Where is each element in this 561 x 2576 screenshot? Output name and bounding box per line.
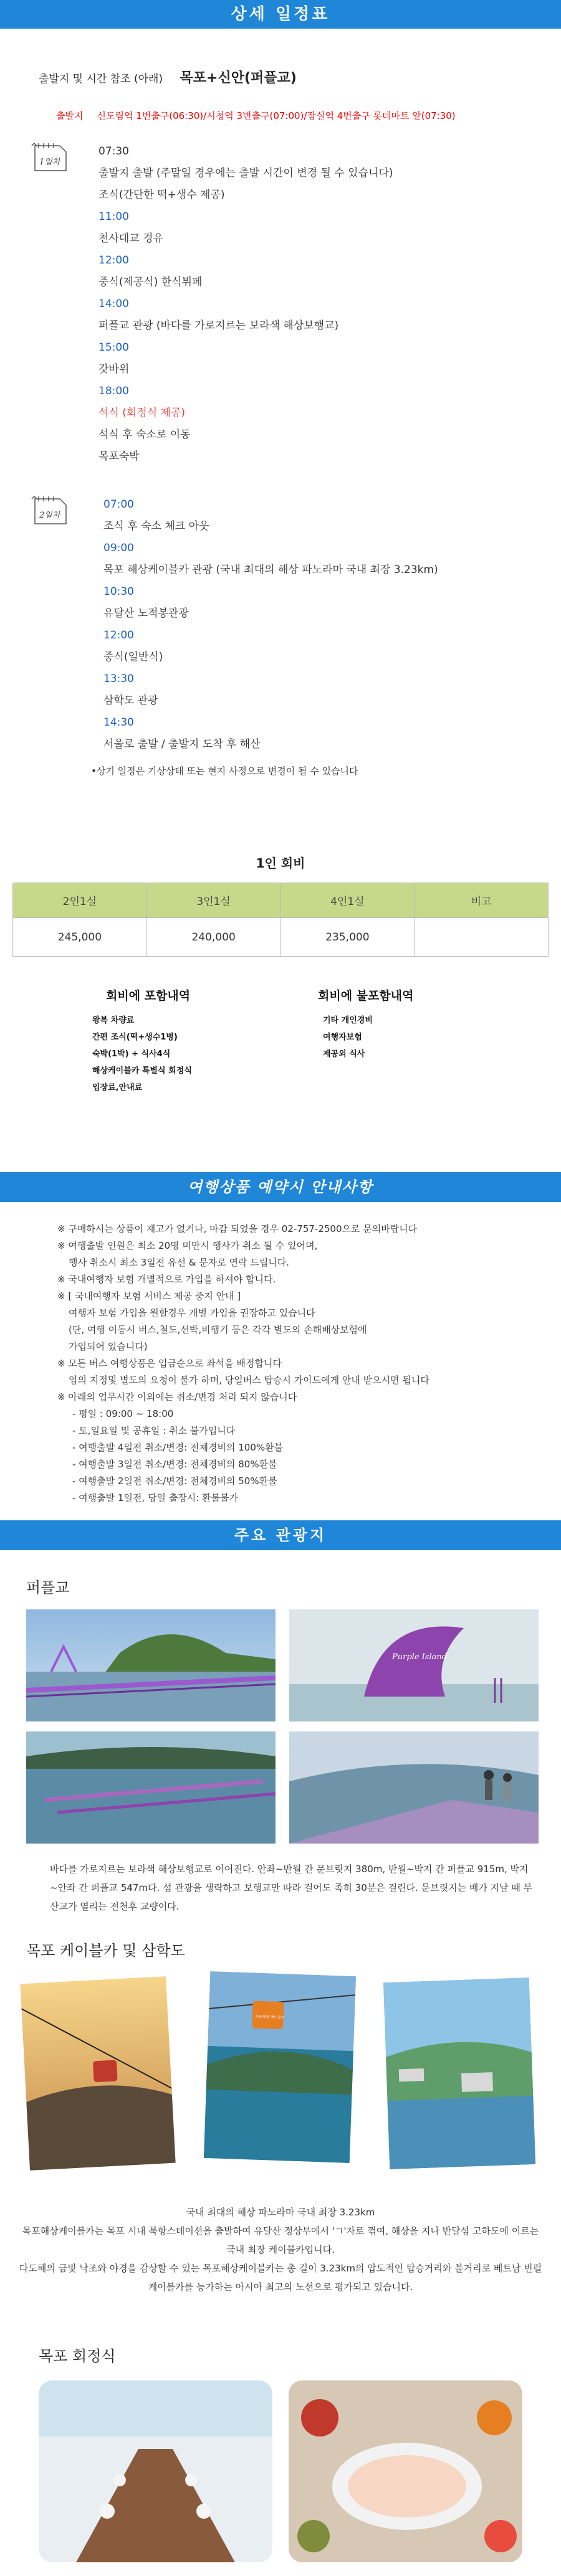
tourists-bridge-photo	[289, 1731, 539, 1844]
price-header-cell: 4인1실	[280, 883, 415, 918]
day2-row: 삼학도 관광	[103, 694, 158, 707]
day1-row: 12:00	[98, 254, 129, 267]
price-value-cell: 245,000	[13, 918, 147, 957]
purple-bridge-photo	[26, 1609, 276, 1721]
list-item: 여행자보험	[323, 1033, 362, 1042]
day2-row: 14:30	[103, 716, 134, 729]
notice-line: ※ 구매하시는 상품이 재고가 없거나, 마감 되었을 경우 02-757-2500으로 문의바랍니다	[57, 1223, 418, 1234]
notice-line: 가입되어 있습니다)	[69, 1341, 148, 1352]
route-line	[0, 67, 561, 87]
day2-row: 13:30	[103, 673, 134, 685]
purple-bridge-description: 바다를 가로지르는 보라색 해상보행교로 이어진다. 안좌~반월 간 문브릿지 380m, 반월~박지 간 퍼플교 915m, 박지~안좌 간 퍼플교 547m다. 섬 관광을 생략하고 보행교만 따라 걸어도 족히 30분은 걸린다. 문브릿지는 배가 지날 때 부산교가 열리는 전천후 교량이다.	[50, 1863, 533, 1912]
schedule-header: 상세 일정표	[0, 0, 561, 29]
purple-bridge-photos	[0, 1609, 561, 1844]
day1-row: 갓바위	[98, 363, 130, 376]
included-list	[87, 987, 318, 1096]
restaurant-photo	[39, 2380, 272, 2562]
list-item: 입장료,안내료	[92, 1083, 143, 1092]
price-value-cell	[415, 918, 549, 957]
day2-row: 중식(일반식)	[103, 651, 163, 663]
notice-line: - 여행출발 1일전, 당일 출장시: 환불불가	[72, 1492, 238, 1503]
price-value-cell: 235,000	[280, 918, 415, 957]
day1-row: 11:00	[98, 211, 129, 223]
day2-rows	[0, 494, 561, 755]
day2-note-icon	[30, 494, 69, 528]
day1-row: 조식(간단한 떡+생수 제공)	[98, 189, 225, 201]
price-header-row	[13, 883, 549, 918]
pickup-stop-2: /시청역 3번출구(07:00)	[203, 110, 304, 121]
day2-row: 07:00	[103, 498, 134, 511]
notice-line: ※ [ 국내여행자 보험 서비스 제공 중지 안내 ]	[57, 1290, 241, 1302]
day2-row: 유달산 노적봉관광	[103, 607, 189, 620]
price-value-row	[13, 918, 549, 957]
day1-row: 14:00	[98, 298, 129, 310]
day1-row: 퍼플교 관광 (바다를 가로지르는 보라색 해상보행교)	[98, 320, 339, 332]
notice-line: 행사 취소시 최소 3일전 유선 & 문자로 연락 드립니다.	[69, 1257, 289, 1268]
notice-line: (단, 여행 이동시 버스,철도,선박,비행기 등은 각각 별도의 손해배상보험에	[69, 1324, 367, 1335]
day2-icon-label: 2일차	[39, 511, 60, 520]
notice-line: ※ 여행출발 인원은 최소 20명 미만시 행사가 취소 될 수 있어며,	[57, 1240, 318, 1251]
day2-schedule	[0, 494, 561, 755]
day1-note-icon	[30, 141, 69, 174]
day2-row: 조식 후 숙소 체크 아웃	[103, 520, 209, 533]
notice-line: - 토,일요일 및 공휴일 : 취소 불가입니다	[72, 1425, 236, 1436]
cable-car-desc-line: 목포해상케이블카는 목포 시내 북항스테이션을 출발하여 유달산 정상부에서 'ㄱ'자로 꺾여, 해상을 지나 반달섬 고하도에 이르는 국내 최장 케이블카입니다.	[22, 2225, 539, 2255]
day1-row: 07:30	[98, 145, 129, 158]
purple-island-text: Purple Island	[392, 1652, 448, 1662]
sashimi-dish-photo	[289, 2380, 522, 2562]
day1-row: 15:00	[98, 341, 129, 354]
cable-car-desc-line: 국내 최대의 해상 파노라마 국내 최장 3.23km	[186, 2207, 375, 2218]
day1-row: 석식 (회정식 제공)	[98, 407, 186, 419]
day1-rows	[0, 141, 561, 468]
pickup-stop-1: 신도림역 1번출구(06:30)	[97, 110, 204, 121]
reservation-notice	[0, 1221, 561, 1507]
cable-car-photos	[0, 1974, 561, 2179]
day2-row: 09:00	[103, 542, 134, 554]
pickup-line	[0, 109, 561, 122]
notice-line: - 여행출발 3일전 취소/변경: 전체경비의 80%환불	[72, 1459, 277, 1470]
reservation-header: 여행상품 예약시 안내사항	[0, 1172, 561, 1202]
price-header-cell: 비고	[415, 883, 549, 918]
price-title: 1인 회비	[256, 856, 305, 871]
list-item: 왕복 차량료	[92, 1016, 135, 1025]
schedule-change-note: •상기 일정은 기상상태 또는 현지 사정으로 변경이 될 수 있습니다	[91, 765, 358, 777]
notice-line: 임의 지정및 별도의 요청이 불가 하며, 당일버스 탑승시 가이드에게 안내 받으시면 됩니다	[69, 1375, 429, 1386]
notice-line: - 여행출발 2일전 취소/변경: 전체경비의 50%환불	[72, 1475, 277, 1487]
cable-car-description	[0, 2203, 561, 2296]
day1-schedule	[0, 141, 561, 468]
excluded-list	[318, 987, 505, 1096]
route-destination: 목포+신안(퍼플교)	[180, 70, 297, 86]
inclusion-section	[0, 987, 561, 1096]
pickup-stop-3: /잠실역 4번출구 롯데마트 앞(07:30)	[304, 110, 456, 121]
day2-row: 서울로 출발 / 출발지 도착 후 해산	[103, 738, 261, 751]
day2-row: 목포 해상케이블카 관광 (국내 최대의 해상 파노라마 국내 최장 3.23km)	[103, 564, 438, 576]
pickup-label: 출발지	[56, 110, 84, 121]
route-label: 출발지 및 시간 참조 (아래)	[39, 73, 163, 85]
list-item: 숙박(1박) + 식사4식	[92, 1049, 171, 1059]
price-table	[12, 883, 549, 957]
notice-line: - 평일 : 09:00 ~ 18:00	[72, 1408, 174, 1419]
notice-line: 여행자 보험 가입을 원할경우 개별 가입을 권장하고 있습니다	[69, 1307, 315, 1319]
spots-header: 주요 관광지	[0, 1520, 561, 1550]
day1-row: 18:00	[98, 385, 129, 397]
day1-row: 목포숙박	[98, 450, 140, 463]
sashimi-course-title: 목포 회정식	[39, 2347, 116, 2365]
bridge-walkway-photo	[26, 1731, 276, 1844]
day1-icon-label: 1일차	[39, 158, 60, 167]
price-header-cell: 3인1실	[146, 883, 280, 918]
price-header-cell: 2인1실	[13, 883, 147, 918]
included-title: 회비에 포함내역	[106, 989, 191, 1003]
list-item: 제공외 식사	[323, 1049, 365, 1059]
sashimi-photos	[0, 2380, 561, 2562]
cable-car-photo-2	[204, 1971, 356, 2163]
day1-row: 천사대교 경유	[98, 232, 163, 245]
day1-row: 중식(제공식) 한식뷔페	[98, 276, 203, 288]
notice-line: - 여행출발 4일전 취소/변경: 전체경비의 100%환불	[72, 1442, 284, 1453]
day2-row: 10:30	[103, 585, 134, 598]
notice-line: ※ 모든 버스 여행상품은 입금순으로 좌석을 배정합니다	[57, 1358, 282, 1369]
list-item: 기타 개인경비	[323, 1016, 373, 1025]
day1-row: 출발지 출발 (주말일 경우에는 출발 시간이 변경 될 수 있습니다)	[98, 167, 393, 179]
list-item: 간편 조식(떡+생수1병)	[92, 1033, 178, 1042]
notice-line: ※ 국내여행자 보험 개별적으로 가입을 하셔야 합니다.	[57, 1274, 276, 1285]
excluded-title: 회비에 불포함내역	[318, 989, 414, 1003]
notice-line: ※ 아래의 업무시간 이외에는 취소/변경 처리 되지 않습니다	[57, 1391, 297, 1403]
price-value-cell: 240,000	[146, 918, 280, 957]
purple-bridge-title: 퍼플교	[26, 1579, 70, 1596]
cable-car-photo-3	[383, 1977, 535, 2169]
day2-row: 12:00	[103, 629, 134, 642]
list-item: 해상케이블카 특별식 회정식	[92, 1066, 192, 1076]
cabin-label: 목포해상 케이블카	[254, 2014, 285, 2020]
cable-car-photo-1	[20, 1976, 175, 2171]
day1-row: 석식 후 숙소로 이동	[98, 429, 191, 441]
cable-car-title: 목포 케이블카 및 삼학도	[26, 1942, 185, 1959]
purple-island-photo	[289, 1609, 539, 1721]
cable-car-desc-line: 다도해의 금빛 낙조와 야경을 감상할 수 있는 목포해상케이블카는 총 길이 3.23km의 압도적인 탑승거리와 불거리로 베트남 빈펄케이블카를 능가하는 아시아 최고의 노선으로 평가되고 있습니다.	[19, 2263, 542, 2293]
